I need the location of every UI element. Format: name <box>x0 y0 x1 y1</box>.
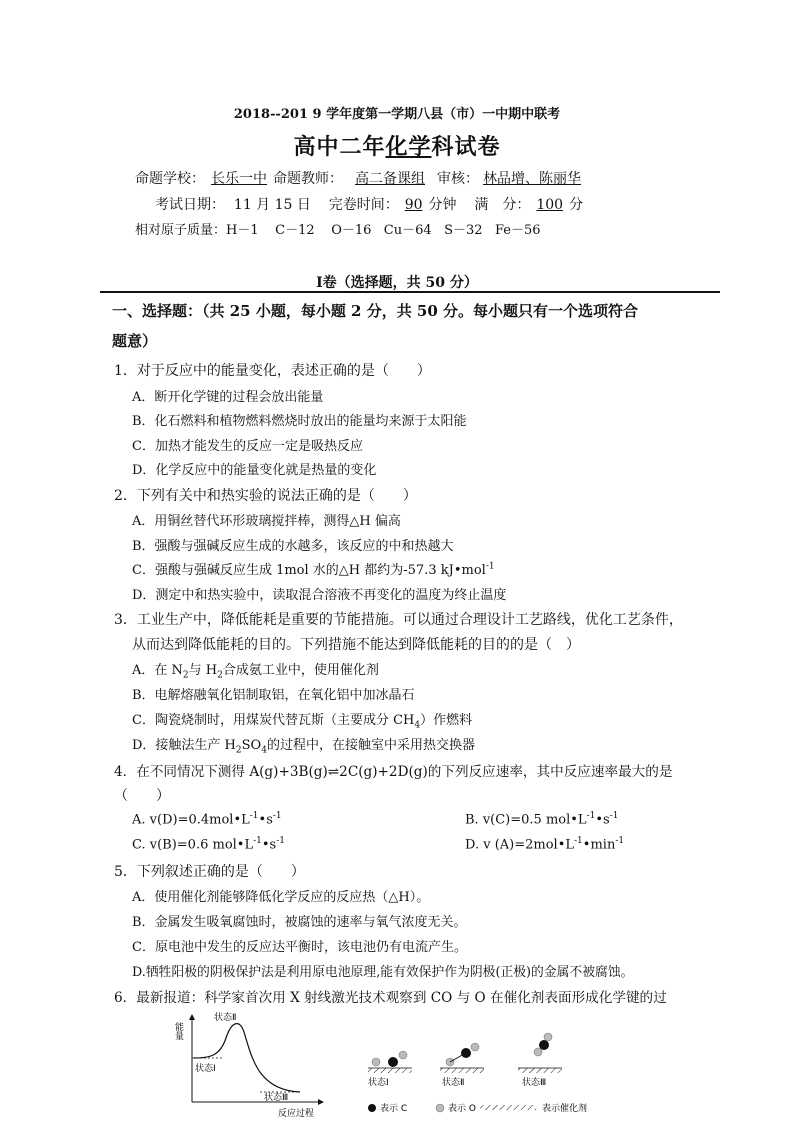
q4-option-d <box>465 836 624 852</box>
title-suffix: 科试卷 <box>431 134 501 160</box>
teacher-value: 高二备课组 <box>355 171 425 187</box>
time-label: 完卷时间： <box>328 197 399 213</box>
q4d-t1: D. v (A)=2mol•L <box>465 837 575 853</box>
q4d-t2: •min <box>582 837 616 853</box>
o-atom-3 <box>534 1048 542 1056</box>
q2-option-c <box>132 559 495 578</box>
energy-diagram <box>170 1008 330 1120</box>
q3c-t1: C．陶瓷烧制时，用煤炭代替瓦斯（主要成分 CH <box>132 713 415 728</box>
teacher-label: 命题教师： <box>273 171 343 187</box>
q5-option-b: B．金属发生吸氧腐蚀时，被腐蚀的速率与氧气浓度无关。 <box>132 915 467 930</box>
y-axis-arrow <box>189 1014 195 1020</box>
q3d-s1: 2 <box>235 745 242 756</box>
reviewer-value: 林品增、陈丽华 <box>483 171 581 187</box>
q4-stem-2: （ ） <box>114 788 170 804</box>
section-title: Ⅰ卷（选择题，共 50 分） <box>316 275 478 291</box>
c-atom-1 <box>388 1057 398 1067</box>
school-label: 命题学校： <box>135 171 205 187</box>
q5-stem: 5．下列叙述正确的是（ ） <box>114 864 305 880</box>
score-value: 100 <box>536 197 564 213</box>
legend-catalyst-label: 表示催化剂 <box>542 1104 588 1114</box>
q5-option-d: D.牺牲阳极的阴极保护法是利用原电池原理,能有效保护作为阴极(正极)的金属不被腐蚀。 <box>132 965 634 980</box>
legend-o-label: 表示 O <box>448 1104 476 1114</box>
o-atom-1 <box>372 1058 380 1066</box>
q2-stem: 2．下列有关中和热实验的说法正确的是（ ） <box>114 488 417 504</box>
atomic-mass-line <box>135 219 540 238</box>
atomic-s: S－32 <box>444 223 483 238</box>
q3a-t1: A．在 N <box>132 663 183 678</box>
q2-option-c-sup: -1 <box>485 561 495 572</box>
q4c-t1: C. v(B)=0.6 mol•L <box>132 837 254 853</box>
catalyst-surface-2 <box>440 1068 484 1073</box>
q4-option-c <box>132 836 285 852</box>
part1-line-2: 题意） <box>112 332 158 350</box>
q6-stem: 6．最新报道：科学家首次用 X 射线激光技术观察到 CO 与 O 在催化剂表面形成化学键的过 <box>114 990 667 1006</box>
q4a-sup1: -1 <box>249 811 259 821</box>
atomic-label: 相对原子质量： <box>135 223 227 238</box>
q2-option-c-text: C．强酸与强碱反应生成 1mol 水的△H 都约为-57.3 kJ•mol <box>132 563 486 578</box>
title-subject: 化学 <box>385 134 432 160</box>
q3-option-d <box>132 734 475 756</box>
q1-stem: 1．对于反应中的能量变化，表述正确的是（ ） <box>114 363 431 379</box>
q4c-t2: •s <box>261 837 277 853</box>
energy-state2-label: 状态Ⅱ <box>214 1013 237 1023</box>
q4a-t1: A. v(D)=0.4mol•L <box>132 812 250 828</box>
meta-line-2 <box>155 194 583 214</box>
q3d-s2: 4 <box>261 745 267 756</box>
q1-option-b: B．化石燃料和植物燃料燃烧时放出的能量均来源于太阳能 <box>132 414 467 429</box>
q5-option-a: A．使用催化剂能够降低化学反应的反应热（△H）。 <box>132 890 430 905</box>
legend-c-icon <box>368 1104 376 1112</box>
molecule-states-diagram <box>360 1030 630 1120</box>
q3-option-c <box>132 709 472 731</box>
atomic-fe: Fe－56 <box>494 223 541 238</box>
q3a-t3: 合成氨工业中，使用催化剂 <box>222 663 379 678</box>
q2-option-a: A．用铜丝替代环形玻璃搅拌棒，测得△H 偏高 <box>132 514 401 529</box>
q2-option-d: D．测定中和热实验中，读取混合溶液不再变化的温度为终止温度 <box>132 588 507 603</box>
q3d-t3: 的过程中，在接触室中采用热交换器 <box>266 738 475 753</box>
catalyst-surface-3 <box>518 1068 562 1073</box>
o-atom-3b <box>544 1033 552 1041</box>
q4a-sup2: -1 <box>272 811 282 821</box>
school-value: 长乐一中 <box>211 171 267 187</box>
q1-option-a: A．断开化学键的过程会放出能量 <box>132 390 324 405</box>
catalyst-surface-1 <box>368 1068 412 1073</box>
q4-stem: 4．在不同情况下测得 A(g)+3B(g)⇌2C(g)+2D(g)的下列反应速率，其中反应速率最大的是 <box>114 764 673 780</box>
section-divider <box>100 291 720 293</box>
q4d-sup2: -1 <box>615 836 625 846</box>
q3-stem-2: 从而达到降低能耗的目的。下列措施不能达到降低能耗的目的的是（ ） <box>132 637 580 653</box>
q3-option-b: B．电解熔融氧化铝制取铝，在氧化铝中加冰晶石 <box>132 688 415 703</box>
energy-x-label: 反应过程 <box>278 1109 315 1119</box>
q5-option-c: C．原电池中发生的反应达平衡时，该电池仍有电流产生。 <box>132 940 467 955</box>
legend-o-icon <box>436 1104 444 1112</box>
q1-option-d: D．化学反应中的能量变化就是热量的变化 <box>132 463 377 478</box>
q4-option-b <box>465 811 618 827</box>
score-unit: 分 <box>569 197 584 213</box>
q2-option-b: B．强酸与强碱反应生成的水越多，该反应的中和热越大 <box>132 539 454 554</box>
q4-option-a <box>132 811 282 827</box>
reviewer-label: 审核： <box>437 171 479 187</box>
time-value: 90 <box>404 197 423 213</box>
atomic-o: O－16 <box>331 223 372 238</box>
atomic-cu: Cu－64 <box>383 223 432 238</box>
atomic-c: C－12 <box>275 223 315 238</box>
energy-state3-label: 状态Ⅲ <box>264 1093 289 1103</box>
x-axis-arrow <box>318 1099 324 1105</box>
o-atom-2b <box>471 1043 479 1051</box>
q3a-s2: 2 <box>217 670 223 681</box>
q3d-t1: D．接触法生产 H <box>132 738 236 753</box>
energy-y-label: 能量 <box>173 1022 183 1040</box>
time-unit: 分钟 <box>428 197 457 213</box>
q3-option-a <box>132 659 379 681</box>
exam-header: 2018--201 9 学年度第一学期八县（市）一中期中联考 <box>233 107 561 122</box>
q3d-t2: SO <box>241 738 262 753</box>
q3a-t2: 与 H <box>188 663 218 678</box>
title-prefix: 高中二年 <box>293 134 386 160</box>
legend-c-label: 表示 C <box>380 1104 408 1114</box>
meta-line-1 <box>135 168 585 188</box>
q3c-t2: ）作燃料 <box>420 713 473 728</box>
c-atom-2 <box>461 1048 471 1058</box>
q3a-s1: 2 <box>182 670 189 681</box>
q1-option-c: C．加热才能发生的反应一定是吸热反应 <box>132 439 363 454</box>
mol-state2-label: 状态Ⅱ <box>442 1078 465 1088</box>
q3c-s: 4 <box>414 720 421 731</box>
q4a-t2: •s <box>258 812 273 828</box>
date-value: 11 月 15 日 <box>233 197 311 213</box>
q3-stem-1: 3．工业生产中，降低能耗是重要的节能措施。可以通过合理设计工艺路线，优化工艺条件， <box>114 612 683 628</box>
c-atom-3 <box>539 1040 549 1050</box>
q4c-sup2: -1 <box>276 836 286 846</box>
date-label: 考试日期： <box>155 197 225 213</box>
paper-title <box>0 130 794 161</box>
q4b-t1: B. v(C)=0.5 mol•L <box>465 812 587 828</box>
q4b-sup1: -1 <box>586 811 596 821</box>
mol-state3-label: 状态Ⅲ <box>522 1078 547 1088</box>
q4b-t2: •s <box>595 812 610 828</box>
energy-state1-label: 状态Ⅰ <box>195 1064 216 1074</box>
score-label: 满 分： <box>474 197 531 213</box>
q4c-sup1: -1 <box>253 836 262 846</box>
legend-catalyst-icon <box>480 1105 536 1110</box>
atomic-h: H－1 <box>226 223 259 238</box>
q4d-sup1: -1 <box>574 836 583 846</box>
mol-state1-label: 状态Ⅰ <box>368 1078 389 1088</box>
part1-line-1: 一、选择题：（共 25 小题，每小题 2 分，共 50 分。每小题只有一个选项符合 <box>112 302 639 320</box>
o-atom-1b <box>399 1051 407 1059</box>
q4b-sup2: -1 <box>609 811 619 821</box>
